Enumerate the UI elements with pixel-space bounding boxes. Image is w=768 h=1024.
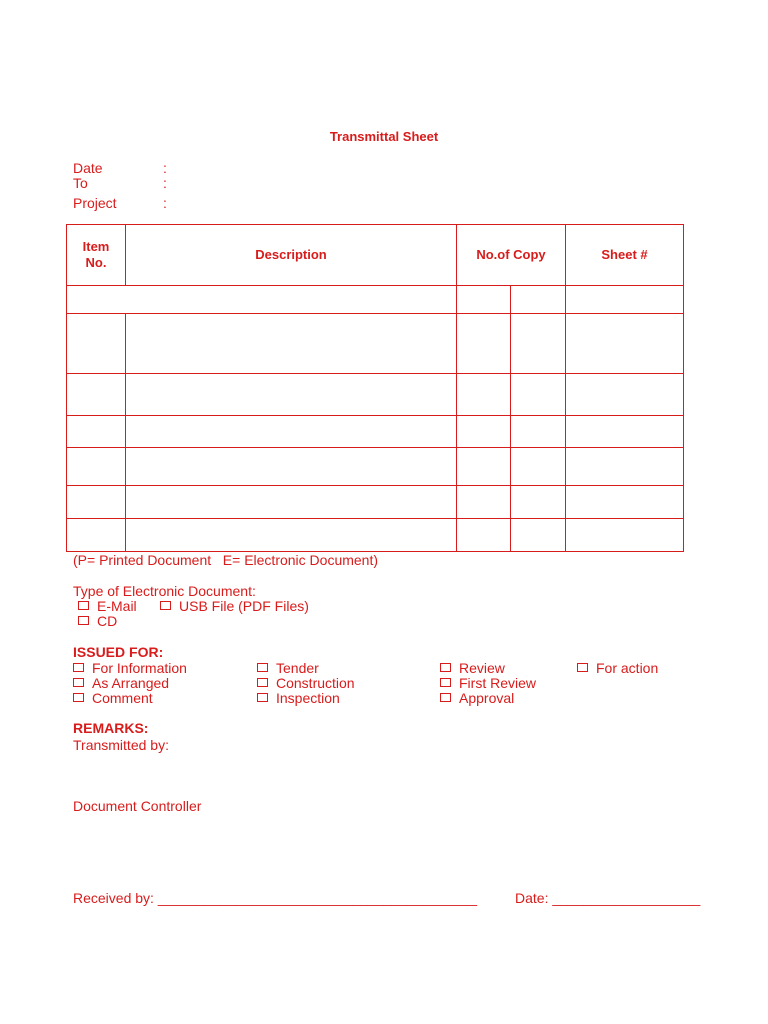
header-description: Description [126,225,457,286]
table-cell[interactable] [126,486,457,519]
table-cell[interactable] [511,486,566,519]
option-first-review[interactable] [440,675,536,691]
option-label: Construction [276,675,355,691]
table-row [67,286,684,314]
checkbox-icon[interactable] [78,616,89,625]
option-approval[interactable] [440,690,514,706]
table-cell[interactable] [126,448,457,486]
checkbox-icon[interactable] [440,678,451,687]
option-label: Review [459,660,505,676]
to-colon: : [163,175,167,191]
table-cell[interactable] [511,416,566,448]
checkbox-icon[interactable] [73,663,84,672]
checkbox-icon[interactable] [73,693,84,702]
option-label: First Review [459,675,537,691]
table-cell[interactable] [126,519,457,552]
checkbox-icon[interactable] [257,663,268,672]
table-cell[interactable] [67,416,126,448]
table-cell[interactable] [126,374,457,416]
project-label: Project [73,195,117,211]
page-title: Transmittal Sheet [329,129,439,144]
table-cell[interactable] [126,314,457,374]
table-row [67,314,684,374]
table-cell[interactable] [457,374,511,416]
header-item-line2: No. [85,255,107,270]
table-cell[interactable] [566,286,684,314]
received-date-line: Date: ___________________ [515,890,701,906]
option-review[interactable] [440,660,505,676]
checkbox-icon[interactable] [73,678,84,687]
checkbox-icon[interactable] [160,601,171,610]
option-label: For action [596,660,659,676]
header-item-line1: Item [82,239,110,254]
option-label: Tender [276,660,319,676]
to-label: To [73,175,88,191]
table-cell[interactable] [67,519,126,552]
table-cell[interactable] [457,519,511,552]
header-sheet-number: Sheet # [566,225,684,286]
header-no-of-copy: No.of Copy [457,225,566,286]
option-cd[interactable] [78,613,117,629]
checkbox-icon[interactable] [78,601,89,610]
option-for-action[interactable] [577,660,658,676]
table-cell[interactable] [457,448,511,486]
option-cd-label: CD [97,613,118,629]
checkbox-icon[interactable] [257,693,268,702]
table-cell[interactable] [67,374,126,416]
option-label: Approval [459,690,515,706]
option-label: For Information [92,660,187,676]
table-cell[interactable] [67,286,457,314]
table-cell[interactable] [457,486,511,519]
table-cell[interactable] [511,519,566,552]
date-colon: : [163,160,167,176]
option-label: Comment [92,690,153,706]
table-row [67,519,684,552]
table-cell[interactable] [511,448,566,486]
table-cell[interactable] [511,374,566,416]
option-as-arranged[interactable] [73,675,169,691]
table-cell[interactable] [566,519,684,552]
table-cell[interactable] [457,314,511,374]
option-usb[interactable] [160,598,309,614]
transmitted-by-label: Transmitted by: [73,737,169,753]
table-row [67,448,684,486]
legend-note: (P= Printed Document E= Electronic Document) [73,552,379,568]
option-inspection[interactable] [257,690,340,706]
document-controller-label: Document Controller [73,798,202,814]
table-header-row [67,225,684,286]
option-for-information[interactable] [73,660,187,676]
table-cell[interactable] [566,416,684,448]
option-label: As Arranged [92,675,170,691]
remarks-heading: REMARKS: [73,720,149,736]
option-email[interactable] [78,598,137,614]
checkbox-icon[interactable] [577,663,588,672]
table-cell[interactable] [511,286,566,314]
table-row [67,486,684,519]
checkbox-icon[interactable] [257,678,268,687]
table-cell[interactable] [566,448,684,486]
received-by-line: Received by: _________________________________________ [73,890,478,906]
table-cell[interactable] [67,314,126,374]
option-tender[interactable] [257,660,319,676]
table-cell[interactable] [457,416,511,448]
table-cell[interactable] [566,374,684,416]
table-cell[interactable] [511,314,566,374]
items-table [66,224,684,552]
checkbox-icon[interactable] [440,663,451,672]
option-email-label: E-Mail [97,598,137,614]
electronic-heading: Type of Electronic Document: [73,583,256,599]
header-item-no [67,225,126,286]
option-label: Inspection [276,690,340,706]
table-cell[interactable] [126,416,457,448]
table-cell[interactable] [566,314,684,374]
option-usb-label: USB File (PDF Files) [179,598,309,614]
issued-for-heading: ISSUED FOR: [73,644,164,660]
table-row [67,374,684,416]
option-construction[interactable] [257,675,355,691]
table-cell[interactable] [457,286,511,314]
date-label: Date [73,160,103,176]
option-comment[interactable] [73,690,153,706]
table-row [67,416,684,448]
project-colon: : [163,195,167,211]
checkbox-icon[interactable] [440,693,451,702]
table-cell[interactable] [67,448,126,486]
table-cell[interactable] [67,486,126,519]
table-cell[interactable] [566,486,684,519]
